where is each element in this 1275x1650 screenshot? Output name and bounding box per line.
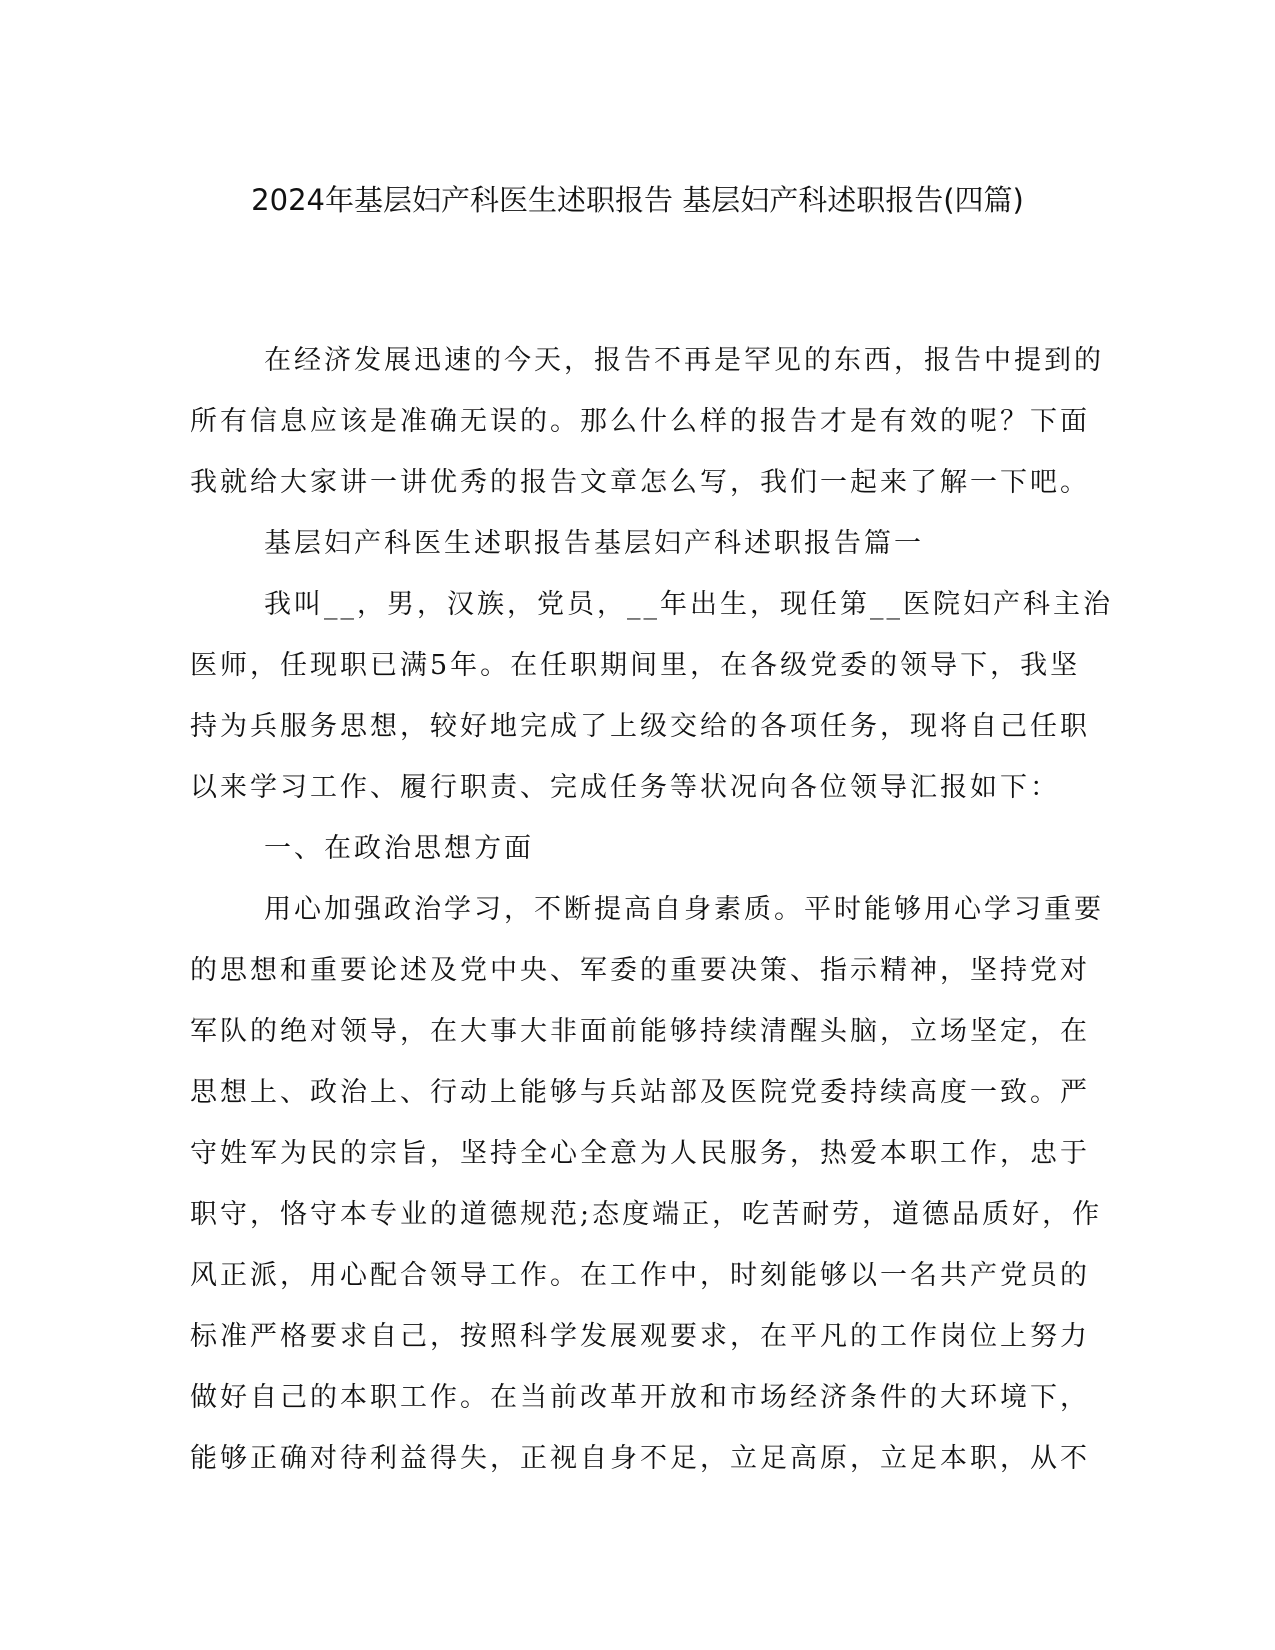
body-line: 思想上、政治上、行动上能够与兵站部及医院党委持续高度一致。严 — [190, 1077, 1090, 1108]
body-line: 医师，任现职已满5年。在任职期间里，在各级党委的领导下，我坚 — [190, 650, 1081, 681]
body-line: 用心加强政治学习，不断提高自身素质。平时能够用心学习重要 — [264, 894, 1104, 925]
section-heading: 一、在政治思想方面 — [264, 833, 534, 864]
body-line: 持为兵服务思想，较好地完成了上级交给的各项任务，现将自己任职 — [190, 711, 1090, 742]
body-line: 军队的绝对领导，在大事大非面前能够持续清醒头脑，立场坚定，在 — [190, 1016, 1090, 1047]
body-line: 的思想和重要论述及党中央、军委的重要决策、指示精神，坚持党对 — [190, 955, 1090, 986]
body-line: 所有信息应该是准确无误的。那么什么样的报告才是有效的呢？下面 — [190, 406, 1090, 437]
section-heading: 基层妇产科医生述职报告基层妇产科述职报告篇一 — [264, 528, 924, 559]
document-body — [190, 330, 1113, 1489]
body-line: 在经济发展迅速的今天，报告不再是罕见的东西，报告中提到的 — [264, 345, 1104, 376]
body-line: 我就给大家讲一讲优秀的报告文章怎么写，我们一起来了解一下吧。 — [190, 467, 1090, 498]
body-line: 守姓军为民的宗旨，坚持全心全意为人民服务，热爱本职工作，忠于 — [190, 1138, 1090, 1169]
body-line: 做好自己的本职工作。在当前改革开放和市场经济条件的大环境下， — [190, 1382, 1090, 1413]
body-line: 我叫__，男，汉族，党员，__年出生，现任第__医院妇产科主治 — [264, 589, 1113, 620]
body-line: 风正派，用心配合领导工作。在工作中，时刻能够以一名共产党员的 — [190, 1260, 1090, 1291]
body-line: 以来学习工作、履行职责、完成任务等状况向各位领导汇报如下： — [190, 772, 1060, 803]
body-line: 能够正确对待利益得失，正视自身不足，立足高原，立足本职，从不 — [190, 1443, 1090, 1474]
body-line: 职守，恪守本专业的道德规范;态度端正，吃苦耐劳，道德品质好，作 — [190, 1199, 1103, 1230]
document-title: 2024年基层妇产科医生述职报告 基层妇产科述职报告(四篇) — [251, 183, 1024, 217]
body-line: 标准严格要求自己，按照科学发展观要求，在平凡的工作岗位上努力 — [190, 1321, 1090, 1352]
